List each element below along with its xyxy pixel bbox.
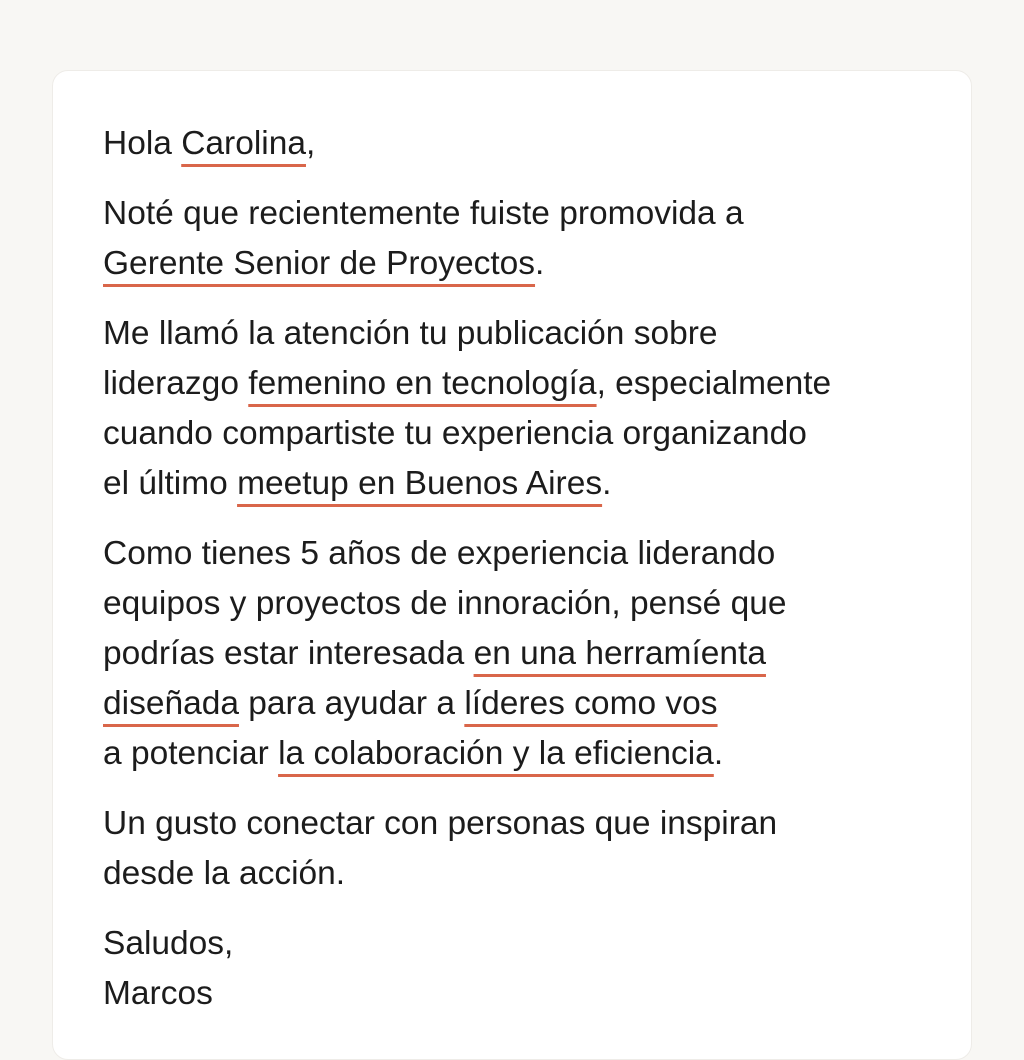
promotion-line-1: Noté que recientemente fuiste promovida a	[103, 195, 744, 232]
tool-highlight: en una herramíenta	[473, 635, 766, 672]
paragraph-promotion	[103, 189, 931, 289]
paragraph-pitch	[103, 529, 931, 779]
job-title-highlight: Gerente Senior de Proyectos	[103, 245, 536, 282]
greeting	[103, 119, 931, 169]
publication-line-2-end: , especialmente	[596, 365, 832, 402]
recipient-name-highlight: Carolina	[181, 125, 306, 162]
event-highlight: meetup en Buenos Aires	[237, 465, 603, 502]
pitch-line-1: Como tienes 5 años de experiencia liderando	[103, 535, 776, 572]
closing-salutation: Saludos,	[103, 925, 234, 962]
publication-line-1: Me llamó la atención tu publicación sobre	[103, 315, 718, 352]
publication-line-4-end: .	[602, 465, 612, 502]
designed-highlight: diseñada	[103, 685, 239, 722]
pitch-line-5-start: a potenciar	[103, 735, 279, 772]
topic-highlight: femenino en tecnología	[248, 365, 597, 402]
pitch-line-4-mid: para ayudar a	[238, 685, 465, 722]
sender-signature: Marcos	[103, 975, 213, 1012]
paragraph-closing	[103, 799, 931, 899]
promotion-line-2-end: .	[535, 245, 545, 282]
leaders-highlight: líderes como vos	[464, 685, 718, 722]
pitch-line-3-start: podrías estar interesada	[103, 635, 474, 672]
closing-line-1: Un gusto conectar con personas que inspiran	[103, 805, 778, 842]
closing-line-2: desde la acción.	[103, 855, 346, 892]
benefit-highlight: la colaboración y la eficiencia	[278, 735, 714, 772]
pitch-line-2: equipos y proyectos de innoración, pensé que	[103, 585, 787, 622]
publication-line-4-start: el último	[103, 465, 238, 502]
greeting-punctuation: ,	[305, 125, 316, 162]
sign-off	[103, 919, 931, 1019]
greeting-text: Hola	[103, 125, 182, 162]
paragraph-publication	[103, 309, 931, 509]
publication-line-2-start: liderazgo	[103, 365, 249, 402]
message-card	[52, 70, 972, 1060]
publication-line-3: cuando compartiste tu experiencia organizando	[103, 415, 807, 452]
pitch-line-5-end: .	[713, 735, 724, 772]
